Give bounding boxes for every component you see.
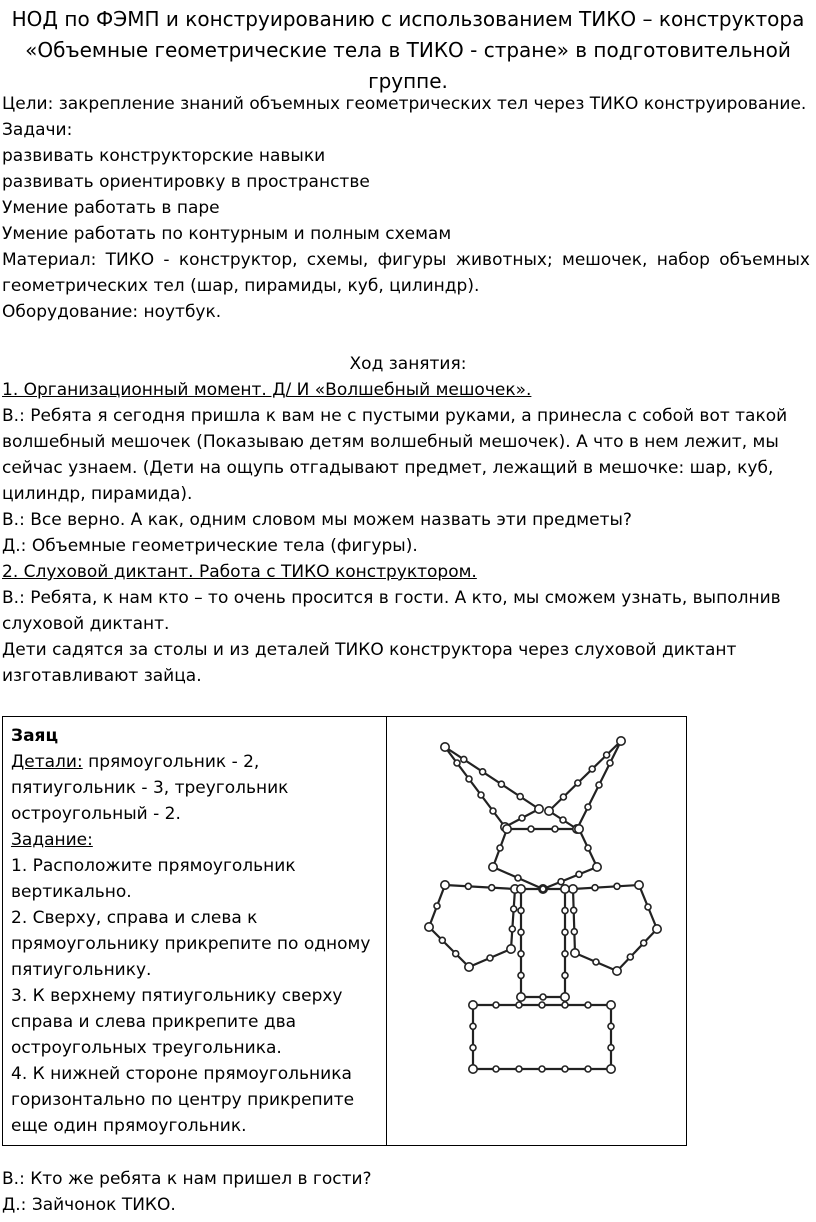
hare-joint-bead	[635, 881, 643, 889]
equipment-text: Оборудование: ноутбук.	[2, 302, 222, 322]
hare-joint-bead	[569, 885, 577, 893]
hare-joint-bead	[645, 904, 651, 910]
hare-joint-bead	[608, 1045, 614, 1051]
hare-joint-bead	[607, 1001, 615, 1009]
hare-joint-bead	[518, 929, 524, 935]
hare-joint-bead	[540, 994, 546, 1000]
dialog-line: В.: Ребята я сегодня пришла к вам не с пустыми руками, а принесла с собой вот такой	[2, 406, 788, 426]
hare-joint-bead	[561, 885, 569, 893]
hare-joint-bead	[562, 951, 568, 957]
hare-joint-bead	[528, 826, 534, 832]
step-line: 4. К нижней стороне прямоугольника	[11, 1064, 352, 1084]
hare-part-outline	[521, 889, 565, 997]
details-line: остроугольный - 2.	[11, 804, 181, 824]
hare-joint-bead	[487, 955, 493, 961]
hare-joint-bead	[604, 752, 610, 758]
hare-joint-bead	[509, 926, 515, 932]
hare-joint-bead	[592, 885, 598, 891]
hare-joint-bead	[641, 940, 647, 946]
step-line: остроугольных треугольника.	[11, 1038, 282, 1058]
hare-joint-bead	[593, 959, 599, 965]
hare-joint-bead	[614, 883, 620, 889]
scheme-cell	[387, 717, 687, 1146]
assignment-label: Задание:	[11, 830, 93, 850]
hare-joint-bead	[519, 815, 525, 821]
hare-joint-bead	[489, 885, 495, 891]
hare-joint-bead	[562, 908, 568, 914]
hare-joint-bead	[562, 1002, 568, 1008]
tasks-heading: Задачи:	[2, 120, 73, 140]
hare-joint-bead	[516, 1002, 522, 1008]
hare-joint-bead	[489, 863, 497, 871]
hare-joint-bead	[497, 845, 503, 851]
hare-joint-bead	[540, 886, 546, 892]
hare-joint-bead	[539, 1066, 545, 1072]
dialog-line: цилиндр, пирамида).	[2, 484, 193, 504]
hare-joint-bead	[465, 883, 471, 889]
step-line: 1. Расположите прямоугольник	[11, 856, 296, 876]
step-line: 2. Сверху, справа и слева к	[11, 908, 258, 928]
lesson-heading: Ход занятия:	[349, 354, 467, 374]
hare-joint-bead	[470, 1023, 476, 1029]
hare-joint-bead	[478, 792, 484, 798]
hare-joint-bead	[653, 925, 661, 933]
title-line: «Объемные геометрические тела в ТИКО - стране» в подготовительной	[25, 38, 791, 62]
title-line: НОД по ФЭМП и конструированию с использованием ТИКО – конструктора	[11, 7, 805, 31]
hare-joint-bead	[493, 1066, 499, 1072]
hare-joint-bead	[585, 845, 591, 851]
hare-joint-bead	[575, 825, 583, 833]
hare-joint-bead	[517, 993, 525, 1001]
hare-joint-bead	[560, 817, 566, 823]
task-text-cell	[3, 717, 387, 1146]
hare-joint-bead	[441, 881, 449, 889]
hare-joint-bead	[518, 951, 524, 957]
section-title: 1. Организационный момент. Д/ И «Волшебный мешочек».	[2, 380, 532, 400]
hare-joint-bead	[613, 967, 621, 975]
hare-joint-bead	[516, 1066, 522, 1072]
hare-part-outline	[429, 885, 515, 967]
task-item: развивать конструкторские навыки	[2, 146, 326, 166]
task-table	[2, 716, 687, 1146]
hare-part-outline	[445, 747, 539, 827]
hare-joint-bead	[469, 1065, 477, 1073]
hare-joint-bead	[511, 906, 517, 912]
hare-joint-bead	[558, 879, 564, 885]
hare-joint-bead	[585, 1066, 591, 1072]
hare-joint-bead	[507, 945, 515, 953]
dialog-line: сейчас узнаем. (Дети на ощупь отгадывают предмет, лежащий в мешочке: шар, куб,	[2, 458, 774, 478]
hare-joint-bead	[562, 972, 568, 978]
hare-joint-bead	[571, 907, 577, 913]
step-line: справа и слева прикрепите два	[11, 1012, 297, 1032]
hare-joint-bead	[596, 782, 602, 788]
hare-joint-bead	[515, 875, 521, 881]
dialog-line: В.: Ребята, к нам кто – то очень просится в гости. А кто, мы сможем узнать, выполнив	[2, 588, 781, 608]
hare-part-outline	[473, 1005, 611, 1069]
dialog-line: В.: Все верно. А как, одним словом мы можем назвать эти предметы?	[2, 510, 632, 530]
hare-joint-bead	[561, 993, 569, 1001]
hare-joint-bead	[571, 949, 579, 957]
hare-part-outline	[573, 885, 657, 971]
hare-joint-bead	[562, 1066, 568, 1072]
task-item: Умение работать по контурным и полным схемам	[2, 224, 452, 244]
hare-joint-bead	[453, 951, 459, 957]
hare-part-outline	[493, 829, 597, 889]
hare-joint-bead	[454, 760, 460, 766]
details-line	[11, 749, 378, 775]
dialog-line: Дети садятся за столы и из деталей ТИКО конструктора через слуховой диктант	[2, 640, 737, 660]
hare-joint-bead	[617, 737, 625, 745]
step-line: еще один прямоугольник.	[11, 1116, 247, 1136]
goals-text: Цели: закрепление знаний объемных геометрических тел через ТИКО конструирование.	[2, 94, 807, 114]
material-text-cont: геометрических тел (шар, пирамиды, куб, цилиндр).	[2, 276, 480, 296]
hare-joint-bead	[518, 972, 524, 978]
dialog-line: слуховой диктант.	[2, 614, 170, 634]
hare-joint-bead	[576, 871, 582, 877]
hare-joint-bead	[493, 1002, 499, 1008]
task-item: Умение работать в паре	[2, 198, 220, 218]
hare-joint-bead	[593, 863, 601, 871]
hare-joint-bead	[607, 760, 613, 766]
hare-joint-bead	[490, 808, 496, 814]
details-label: Детали:	[11, 752, 83, 772]
table-row	[3, 717, 687, 1146]
hare-joint-bead	[434, 903, 440, 909]
step-line: горизонтально по центру прикрепите	[11, 1090, 355, 1110]
section-title: 2. Слуховой диктант. Работа с ТИКО конструктором.	[2, 562, 477, 582]
hare-joint-bead	[552, 826, 558, 832]
hare-joint-bead	[517, 794, 523, 800]
dialog-line: изготавливают зайца.	[2, 666, 202, 686]
hare-joint-bead	[535, 805, 543, 813]
hare-joint-bead	[589, 766, 595, 772]
hare-joint-bead	[517, 885, 525, 893]
hare-joint-bead	[466, 776, 472, 782]
details-value: прямоугольник - 2,	[82, 752, 260, 772]
hare-joint-bead	[571, 929, 577, 935]
step-line: пятиугольнику.	[11, 960, 152, 980]
hare-joint-bead	[545, 807, 553, 815]
hare-joint-bead	[439, 937, 445, 943]
hare-joint-bead	[441, 743, 449, 751]
hare-joint-bead	[461, 756, 467, 762]
step-line: 3. К верхнему пятиугольнику сверху	[11, 986, 343, 1006]
hare-joint-bead	[608, 1023, 614, 1029]
hare-joint-bead	[498, 781, 504, 787]
hare-joint-bead	[607, 1065, 615, 1073]
hare-joint-bead	[560, 794, 566, 800]
hare-joint-bead	[470, 1045, 476, 1051]
hare-joint-bead	[465, 963, 473, 971]
hare-scheme-image	[387, 717, 686, 1139]
material-text: Материал: ТИКО - конструктор, схемы, фигуры животных; мешочек, набор объемных	[2, 250, 810, 270]
details-line: пятиугольник - 3, треугольник	[11, 778, 289, 798]
hare-joint-bead	[585, 1002, 591, 1008]
hare-joint-bead	[627, 954, 633, 960]
hare-joint-bead	[480, 769, 486, 775]
hare-joint-bead	[575, 780, 581, 786]
closing-line: В.: Кто же ребята к нам пришел в гости?	[2, 1169, 372, 1189]
task-name: Заяц	[11, 726, 59, 746]
hare-joint-bead	[562, 929, 568, 935]
hare-joint-bead	[503, 825, 511, 833]
title-line: группе.	[368, 69, 448, 93]
closing-line: Д.: Зайчонок ТИКО.	[2, 1195, 176, 1215]
step-line: вертикально.	[11, 882, 132, 902]
hare-joint-bead	[425, 923, 433, 931]
task-item: развивать ориентировку в пространстве	[2, 172, 370, 192]
hare-joint-bead	[585, 804, 591, 810]
hare-joint-bead	[518, 908, 524, 914]
dialog-line: волшебный мешочек (Показываю детям волшебный мешочек). А что в нем лежит, мы	[2, 432, 779, 452]
page-title	[0, 4, 816, 97]
dialog-line: Д.: Объемные геометрические тела (фигуры).	[2, 536, 418, 556]
hare-joint-bead	[469, 1001, 477, 1009]
step-line: прямоугольнику прикрепите по одному	[11, 934, 371, 954]
hare-joint-bead	[539, 1002, 545, 1008]
